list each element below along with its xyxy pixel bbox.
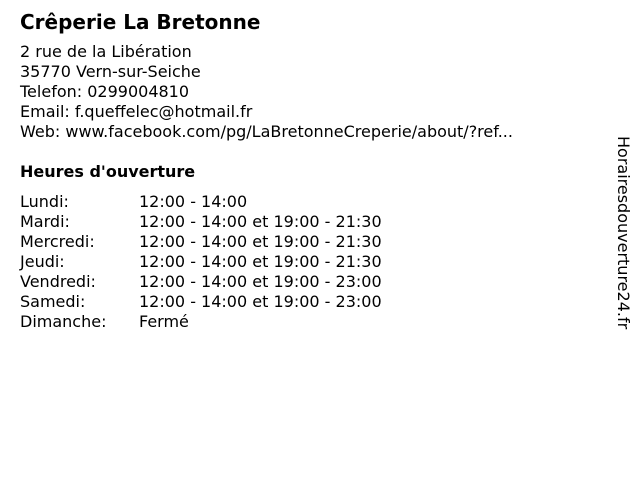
business-card <box>20 9 600 332</box>
hours-day: Mercredi: <box>20 232 95 251</box>
hours-row <box>20 192 600 212</box>
email-line <box>20 102 600 122</box>
hours-row <box>20 312 600 332</box>
hours-day: Lundi: <box>20 192 69 211</box>
hours-day: Dimanche: <box>20 312 107 331</box>
hours-time: 12:00 - 14:00 <box>139 192 248 211</box>
hours-day: Mardi: <box>20 212 70 231</box>
hours-time: Fermé <box>139 312 189 331</box>
email-link[interactable]: f.queffelec@hotmail.fr <box>74 102 253 121</box>
hours-day: Jeudi: <box>20 252 65 271</box>
hours-time: 12:00 - 14:00 et 19:00 - 21:30 <box>139 212 382 231</box>
web-link[interactable]: www.facebook.com/pg/LaBretonneCreperie/about/?ref... <box>65 122 513 141</box>
hours-time: 12:00 - 14:00 et 19:00 - 21:30 <box>139 232 382 251</box>
address-line-2: 35770 Vern-sur-Seiche <box>20 62 201 81</box>
hours-row <box>20 212 600 232</box>
hours-row <box>20 252 600 272</box>
hours-heading: Heures d'ouverture <box>20 162 196 181</box>
hours-day: Vendredi: <box>20 272 96 291</box>
hours-time: 12:00 - 14:00 et 19:00 - 23:00 <box>139 272 382 291</box>
business-name: Crêperie La Bretonne <box>20 10 261 34</box>
hours-time: 12:00 - 14:00 et 19:00 - 23:00 <box>139 292 382 311</box>
hours-day: Samedi: <box>20 292 86 311</box>
site-watermark: Horairesdouverture24.fr <box>614 136 633 330</box>
hours-table <box>20 192 600 332</box>
web-line <box>20 122 600 142</box>
hours-row <box>20 232 600 252</box>
email-label: Email: <box>20 102 70 121</box>
hours-row <box>20 292 600 312</box>
phone-label: Telefon: <box>20 82 83 101</box>
hours-row <box>20 272 600 292</box>
phone-line <box>20 82 600 102</box>
hours-time: 12:00 - 14:00 et 19:00 - 21:30 <box>139 252 382 271</box>
web-label: Web: <box>20 122 61 141</box>
address-line-1: 2 rue de la Libération <box>20 42 192 61</box>
phone-link[interactable]: 0299004810 <box>87 82 190 101</box>
